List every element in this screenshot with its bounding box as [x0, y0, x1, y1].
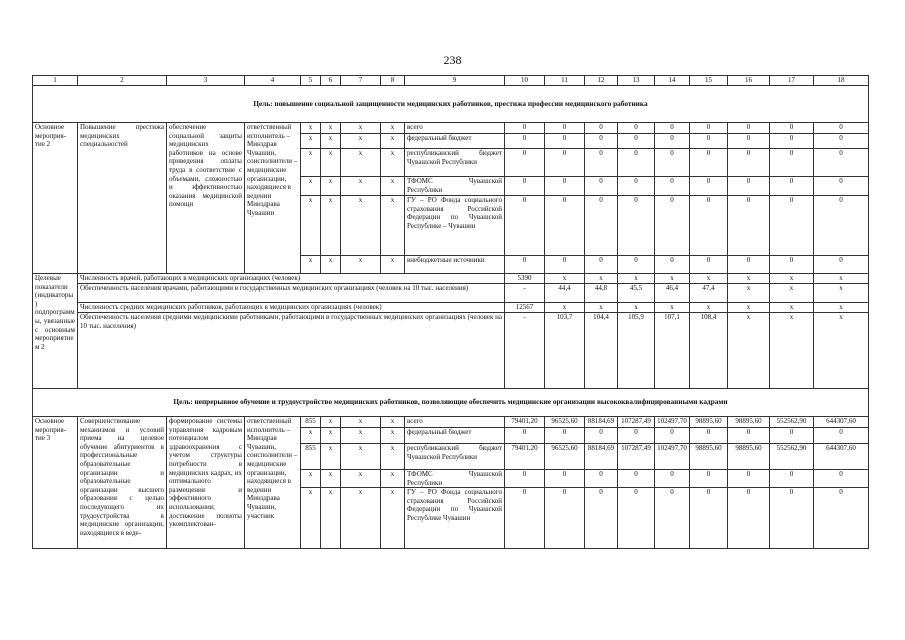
funding-source: всего [405, 123, 505, 134]
funding-value: 0 [505, 428, 545, 444]
funding-value: 0 [618, 488, 655, 549]
budget-code: x [381, 417, 405, 428]
budget-code: x [301, 134, 321, 149]
funding-value: 0 [505, 134, 545, 149]
responsible-executor: ответственный исполнитель – Минздрав Чувашии, соисполнители – медицинские организации, находящиеся в ведении Минздрава Чувашии [245, 123, 301, 274]
indicator-name: Численность средних медицинских работников, работающих в медицинских организациях (человек) [78, 303, 505, 313]
goal-row [33, 86, 869, 123]
indicator-value: x [770, 303, 814, 313]
measure-description: обеспечение социальной защиты медицинских работников на основе приведения оплаты труда в соответствие с объемами, сложностью и эффективностью оказания медицинской помощи [167, 123, 245, 274]
funding-value: 0 [505, 488, 545, 549]
budget-code: 855 [301, 444, 321, 470]
funding-value: 79401,20 [505, 417, 545, 428]
funding-value: 0 [814, 428, 869, 444]
indicator-value: 46,4 [655, 284, 690, 303]
column-number-row [33, 76, 869, 86]
funding-value: 0 [545, 196, 585, 256]
budget-code: x [341, 428, 381, 444]
funding-value: 0 [618, 196, 655, 256]
funding-source: ТФОМС Чувашской Республики [405, 470, 505, 488]
funding-value: 0 [655, 488, 690, 549]
indicator-value: x [728, 303, 770, 313]
funding-source: федеральный бюджет [405, 428, 505, 444]
column-number: 3 [167, 76, 245, 86]
target-row [33, 274, 869, 284]
funding-source: ТФОМС Чувашской Республики [405, 177, 505, 196]
funding-value: 0 [618, 149, 655, 177]
budget-code: x [301, 196, 321, 256]
budget-code: x [321, 428, 341, 444]
budget-code: x [301, 149, 321, 177]
indicator-value: 12567 [505, 303, 545, 313]
indicator-value: x [814, 313, 869, 389]
responsible-executor: ответственный исполнитель – Минздрав Чувашии, соисполнители – медицинские организации, находящиеся в ведении Минздрава Чувашии, участник [245, 417, 301, 549]
funding-value: 0 [728, 488, 770, 549]
funding-value: 0 [585, 428, 618, 444]
funding-value: 0 [690, 428, 728, 444]
indicator-value: x [655, 303, 690, 313]
funding-value: 0 [655, 428, 690, 444]
budget-code: x [321, 149, 341, 177]
indicator-value: 103,7 [545, 313, 585, 389]
funding-value: 0 [545, 149, 585, 177]
funding-value: 0 [545, 470, 585, 488]
indicator-value: x [728, 313, 770, 389]
funding-value: 0 [505, 149, 545, 177]
budget-code: x [321, 196, 341, 256]
budget-code: x [321, 444, 341, 470]
budget-code: x [321, 177, 341, 196]
budget-code: x [321, 470, 341, 488]
budget-code: x [341, 196, 381, 256]
budget-code: x [321, 123, 341, 134]
funding-value: 0 [814, 256, 869, 274]
indicator-value: - [505, 313, 545, 389]
indicator-value: x [618, 274, 655, 284]
budget-code: x [301, 256, 321, 274]
funding-value: 102497,70 [655, 417, 690, 428]
budget-code: x [381, 444, 405, 470]
funding-value: 0 [545, 177, 585, 196]
funding-value: 0 [728, 134, 770, 149]
funding-value: 0 [690, 470, 728, 488]
funding-value: 0 [505, 256, 545, 274]
funding-value: 0 [728, 196, 770, 256]
budget-code: x [341, 444, 381, 470]
measure-type: Основное мероприя-тие 2 [33, 123, 78, 274]
page-number: 238 [443, 53, 462, 67]
funding-value: 0 [690, 134, 728, 149]
funding-value: 98895,60 [728, 417, 770, 428]
funding-value: 0 [618, 177, 655, 196]
budget-code: x [381, 488, 405, 549]
funding-value: 0 [618, 123, 655, 134]
budget-code: x [341, 149, 381, 177]
budget-code: x [341, 417, 381, 428]
funding-value: 0 [618, 256, 655, 274]
funding-value: 0 [505, 123, 545, 134]
column-number: 8 [381, 76, 405, 86]
indicator-value: x [690, 274, 728, 284]
funding-value: 0 [545, 428, 585, 444]
goal-title: Цель: повышение социальной защищенности медицинских работников, престижа профессии медицинского работника [33, 86, 869, 123]
budget-code: x [381, 470, 405, 488]
funding-value: 79401,20 [505, 444, 545, 470]
funding-value: 0 [585, 123, 618, 134]
funding-value: 0 [814, 488, 869, 549]
funding-source: республиканский бюджет Чувашской Республики [405, 149, 505, 177]
column-number: 12 [585, 76, 618, 86]
goal-row [33, 389, 869, 417]
funding-value: 0 [655, 470, 690, 488]
funding-value: 98895,60 [728, 444, 770, 470]
funding-value: 0 [770, 470, 814, 488]
budget-code: 855 [301, 417, 321, 428]
funding-value: 0 [545, 488, 585, 549]
funding-value: 0 [690, 149, 728, 177]
indicator-value: x [770, 284, 814, 303]
funding-value: 0 [655, 123, 690, 134]
funding-value: 0 [655, 177, 690, 196]
budget-code: x [341, 256, 381, 274]
funding-value: 0 [814, 470, 869, 488]
funding-value: 0 [618, 428, 655, 444]
indicator-value: x [728, 284, 770, 303]
funding-source: федеральный бюджет [405, 134, 505, 149]
program-table [32, 75, 869, 549]
column-number: 11 [545, 76, 585, 86]
funding-value: 0 [655, 256, 690, 274]
funding-value: 0 [770, 256, 814, 274]
indicator-value: x [814, 284, 869, 303]
funding-source: внебюджетные источники [405, 256, 505, 274]
indicator-value: 108,4 [690, 313, 728, 389]
budget-code: x [321, 134, 341, 149]
column-number: 10 [505, 76, 545, 86]
budget-code: x [301, 488, 321, 549]
funding-value: 552562,90 [770, 417, 814, 428]
funding-value: 0 [585, 149, 618, 177]
funding-value: 0 [814, 123, 869, 134]
funding-value: 0 [655, 196, 690, 256]
funding-value: 0 [728, 470, 770, 488]
budget-code: x [341, 488, 381, 549]
funding-value: 0 [618, 134, 655, 149]
funding-value: 0 [505, 196, 545, 256]
indicator-value: 105,9 [618, 313, 655, 389]
funding-value: 0 [505, 177, 545, 196]
indicator-value: x [545, 274, 585, 284]
funding-value: 0 [585, 196, 618, 256]
budget-code: x [381, 134, 405, 149]
funding-value: 0 [545, 134, 585, 149]
indicator-value: 44,4 [545, 284, 585, 303]
funding-value: 0 [770, 488, 814, 549]
funding-value: 0 [690, 177, 728, 196]
target-indicators-label: Целевые показатели (индикаторы) подпрограммы, увязанные с основным мероприятием 2 [33, 274, 78, 389]
funding-value: 0 [728, 149, 770, 177]
funding-source: республиканский бюджет Чувашской Республики [405, 444, 505, 470]
indicator-name: Обеспеченность населения врачами, работающими в государственных медицинских организациях (человек на 10 тыс. населения) [78, 284, 505, 303]
indicator-value: x [728, 274, 770, 284]
funding-value: 0 [505, 470, 545, 488]
funding-value: 0 [770, 134, 814, 149]
target-row [33, 303, 869, 313]
budget-code: x [341, 177, 381, 196]
funding-value: 0 [814, 177, 869, 196]
funding-value: 0 [770, 196, 814, 256]
funding-value: 0 [585, 488, 618, 549]
funding-value: 0 [770, 123, 814, 134]
funding-value: 88184,69 [585, 417, 618, 428]
funding-value: 552562,90 [770, 444, 814, 470]
column-number: 15 [690, 76, 728, 86]
indicator-value: x [770, 313, 814, 389]
funding-value: 0 [655, 134, 690, 149]
funding-value: 0 [655, 149, 690, 177]
funding-value: 644307,60 [814, 417, 869, 428]
funding-value: 0 [728, 177, 770, 196]
indicator-value: 45,5 [618, 284, 655, 303]
funding-value: 0 [618, 470, 655, 488]
column-number: 1 [33, 76, 78, 86]
indicator-value: x [585, 274, 618, 284]
funding-value: 96525,60 [545, 444, 585, 470]
funding-source: ГУ – РО Фонда социального страхования Российской Федерации по Чувашской Республике – Чувашии [405, 196, 505, 256]
funding-value: 0 [728, 428, 770, 444]
budget-code: x [341, 123, 381, 134]
indicator-value: x [585, 303, 618, 313]
funding-value: 0 [545, 123, 585, 134]
column-number: 13 [618, 76, 655, 86]
budget-code: x [321, 256, 341, 274]
funding-value: 0 [728, 123, 770, 134]
target-row [33, 284, 869, 303]
budget-code: x [381, 123, 405, 134]
budget-code: x [321, 417, 341, 428]
funding-value: 0 [690, 123, 728, 134]
column-number: 17 [770, 76, 814, 86]
budget-code: x [341, 134, 381, 149]
budget-code: x [301, 177, 321, 196]
funding-value: 0 [814, 149, 869, 177]
indicator-value: 104,4 [585, 313, 618, 389]
column-number: 5 [301, 76, 321, 86]
goal-title: Цель: непрерывное обучение и трудоустройство медицинских работников, позволяющие обеспечить медицинские организации высококвалифицированными кадрами [33, 389, 869, 417]
funding-value: 0 [770, 428, 814, 444]
target-row [33, 313, 869, 389]
funding-value: 0 [585, 256, 618, 274]
indicator-name: Обеспеченность населения средними медицинскими работниками, работающими в государственных медицинских организациях (человек на 10 тыс. населения) [78, 313, 505, 389]
funding-value: 107287,49 [618, 417, 655, 428]
m3-row [33, 417, 869, 428]
funding-value: 98895,60 [690, 417, 728, 428]
funding-value: 0 [814, 196, 869, 256]
funding-value: 102497,70 [655, 444, 690, 470]
budget-code: x [381, 196, 405, 256]
indicator-value: x [618, 303, 655, 313]
funding-value: 0 [728, 256, 770, 274]
funding-source: всего [405, 417, 505, 428]
funding-value: 0 [690, 488, 728, 549]
column-number: 2 [78, 76, 167, 86]
funding-value: 0 [690, 196, 728, 256]
indicator-value: x [814, 274, 869, 284]
funding-source: ГУ – РО Фонда социального страхования Российской Федерации по Чувашской Республике Чувашии [405, 488, 505, 549]
column-number: 6 [321, 76, 341, 86]
funding-value: 0 [545, 256, 585, 274]
budget-code: x [301, 123, 321, 134]
measure-type: Основное мероприя-тие 3 [33, 417, 78, 549]
measure-description: формирование системы управления кадровым потенциалом здравоохранения с учетом структуры потребности в медицинских кадрах, их оптимального размещения и эффективного использования; достижение полноты укомплектован- [167, 417, 245, 549]
funding-value: 0 [585, 470, 618, 488]
budget-code: x [341, 470, 381, 488]
indicator-value: 107,1 [655, 313, 690, 389]
indicator-value: 5390 [505, 274, 545, 284]
budget-code: x [381, 149, 405, 177]
indicator-value: 44,8 [585, 284, 618, 303]
column-number: 16 [728, 76, 770, 86]
funding-value: 644307,60 [814, 444, 869, 470]
funding-value: 88184,69 [585, 444, 618, 470]
m2-row [33, 123, 869, 134]
funding-value: 0 [585, 134, 618, 149]
budget-code: x [381, 177, 405, 196]
funding-value: 0 [770, 177, 814, 196]
column-number: 4 [245, 76, 301, 86]
funding-value: 0 [770, 149, 814, 177]
measure-name: Повышение престижа медицинских специальностей [78, 123, 167, 274]
indicator-name: Численность врачей, работающих в медицинских организациях (человек) [78, 274, 505, 284]
budget-code: x [381, 428, 405, 444]
column-number: 9 [405, 76, 505, 86]
budget-code: x [301, 470, 321, 488]
funding-value: 98895,60 [690, 444, 728, 470]
measure-name: Совершенствование механизмов и условий приема на целевое обучение абитуриентов в профессиональные образовательные организации и образовательные организации высшего образования с целью последующего их трудоустройства в медицинские организации, находящиеся в веде- [78, 417, 167, 549]
budget-code: x [321, 488, 341, 549]
indicator-value: x [770, 274, 814, 284]
column-number: 18 [814, 76, 869, 86]
column-number: 14 [655, 76, 690, 86]
budget-code: x [301, 428, 321, 444]
column-number: 7 [341, 76, 381, 86]
indicator-value: x [690, 303, 728, 313]
funding-value: 0 [585, 177, 618, 196]
indicator-value: 47,4 [690, 284, 728, 303]
funding-value: 96525,60 [545, 417, 585, 428]
indicator-value: x [814, 303, 869, 313]
funding-value: 0 [690, 256, 728, 274]
funding-value: 107287,49 [618, 444, 655, 470]
indicator-value: - [505, 284, 545, 303]
indicator-value: x [545, 303, 585, 313]
budget-code: x [381, 256, 405, 274]
funding-value: 0 [814, 134, 869, 149]
indicator-value: x [655, 274, 690, 284]
